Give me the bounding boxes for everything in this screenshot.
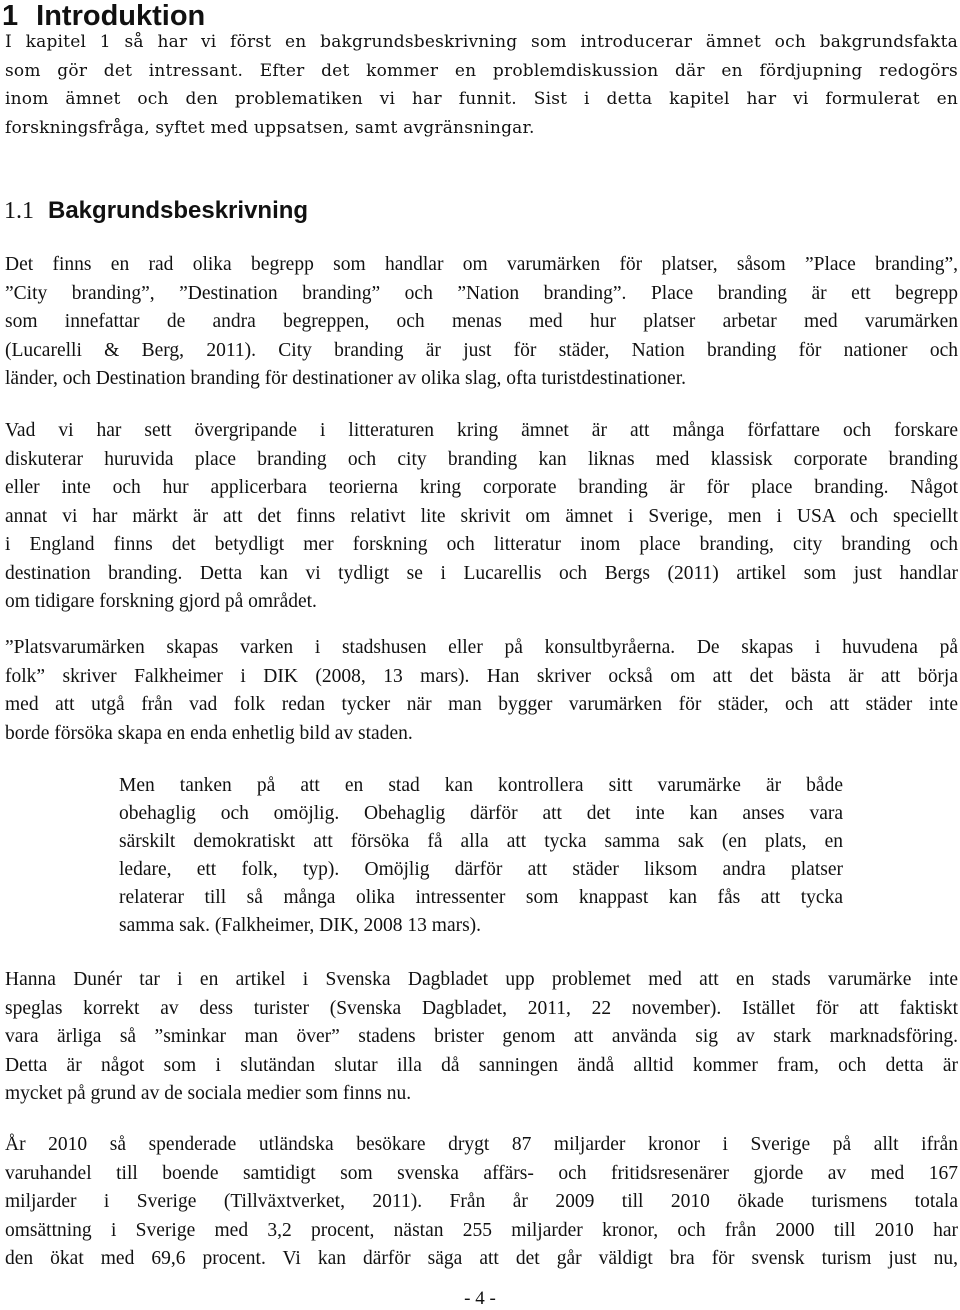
text-line: varuhandel till boende samtidigt som svenska affärs- och fritidsresenärer gjorde av med 167 <box>5 1162 958 1184</box>
section-heading <box>4 193 308 229</box>
quote-line: särskilt demokratiskt att försöka få alla att tycka samma sak (en plats, en <box>119 831 843 852</box>
text-line: ”Platsvarumärken skapas varken i stadshusen eller på konsultbyråerna. De skapas i huvudena på <box>5 637 958 658</box>
text-line: omsättning i Sverige med 3,2 procent, nästan 255 miljarder kronor, och från 2000 till 2010 har <box>5 1219 958 1241</box>
text-line: folk” skriver Falkheimer i DIK (2008, 13 mars). Han skriver också om att det bästa är att börja <box>5 665 958 687</box>
text-line: eller inte och hur applicerbara teorierna kring corporate branding är för place branding. Något <box>5 477 958 498</box>
text-line: miljarder i Sverige (Tillväxtverket, 2011). Från år 2009 till 2010 ökade turismens totala <box>5 1191 958 1212</box>
chapter-intro-paragraph <box>5 28 958 142</box>
text-line: om tidigare forskning gjord på området. <box>5 591 317 612</box>
text-line: År 2010 så spenderade utländska besökare drygt 87 miljarder kronor i Sverige på allt ifrån <box>5 1134 958 1155</box>
text-line: annat vi har märkt är att det finns relativt lite skrivit om ämnet i Sverige, men i USA och speciellt <box>5 505 958 527</box>
text-line: i England finns det betydligt mer forskning och litteratur inom place branding, city branding och <box>5 534 958 555</box>
text-line: som innefattar de andra begreppen, och menas med hur platser arbetar med varumärken <box>5 311 958 332</box>
body-paragraph <box>5 251 958 394</box>
section-title: Bakgrundsbeskrivning <box>48 197 309 224</box>
text-line: I kapitel 1 så har vi först en bakgrundsbeskrivning som introducerar ämnet och bakgrundsfakta <box>5 32 958 52</box>
quote-line: Men tanken på att en stad kan kontrollera sitt varumärke är både <box>119 775 843 796</box>
text-line: ”City branding”, ”Destination branding” och ”Nation branding”. Place branding är ett begrepp <box>5 282 958 304</box>
text-line: vara ärliga så ”sminkar man över” stadens brister genom att använda sig av stark marknadsföring. <box>5 1026 958 1047</box>
text-line: speglas korrekt av dess turister (Svenska Dagbladet, 2011, 22 november). Istället för att faktiskt <box>5 997 958 1019</box>
text-line: Det finns en rad olika begrepp som handlar om varumärken för platser, såsom ”Place branding”, <box>5 254 958 275</box>
text-line: länder, och Destination branding för destinationer av olika slag, ofta turistdestinationer. <box>5 368 686 389</box>
quote-line: ledare, ett folk, typ). Omöjlig därför att städer liksom andra platser <box>119 859 843 880</box>
body-paragraph <box>5 634 958 748</box>
text-line: som gör det intressant. Efter det kommer en problemdiskussion där en fördjupning redogörs <box>5 60 958 81</box>
chapter-number: 1 <box>2 0 19 32</box>
text-line: Vad vi har sett övergripande i litteraturen kring ämnet är att många författare och forskare <box>5 420 958 441</box>
quote-line: obehaglig och omöjlig. Obehaglig därför att det inte kan anses vara <box>119 803 843 824</box>
body-paragraph <box>5 417 958 617</box>
page-number: - 4 - <box>464 1288 496 1309</box>
body-paragraph <box>5 1131 958 1274</box>
quote-line: samma sak. (Falkheimer, DIK, 2008 13 mars). <box>119 915 482 936</box>
body-paragraph <box>5 966 958 1109</box>
text-line: (Lucarelli & Berg, 2011). City branding är just för städer, Nation branding för nationer och <box>5 339 958 361</box>
text-line: forskningsfråga, syftet med uppsatsen, samt avgränsningar. <box>5 117 535 138</box>
section-number: 1.1 <box>4 198 34 224</box>
chapter-title: Introduktion <box>36 0 206 32</box>
quote-line: relaterar till så många olika intressenter som knappast kan fås att tycka <box>119 887 843 908</box>
text-line: den ökat med 69,6 procent. Vi kan därför säga att det går väldigt bra för svensk turism just nu, <box>5 1248 958 1269</box>
text-line: borde försöka skapa en enda enhetlig bild av staden. <box>5 722 413 744</box>
block-quote <box>119 772 843 940</box>
text-line: destination branding. Detta kan vi tydligt se i Lucarellis och Bergs (2011) artikel som just handlar <box>5 562 958 584</box>
text-line: inom ämnet och den problematiken vi har funnit. Sist i detta kapitel har vi formulerat en <box>5 89 958 109</box>
text-line: mycket på grund av de sociala medier som finns nu. <box>5 1083 412 1104</box>
text-line: Hanna Dunér tar i en artikel i Svenska Dagbladet upp problemet med att en stads varumärke inte <box>5 969 958 990</box>
text-line: diskuterar huruvida place branding och city branding kan liknas med klassisk corporate branding <box>5 448 958 470</box>
text-line: med att utgå från vad folk redan tycker när man bygger varumärken för städer, och att städer inte <box>5 694 958 715</box>
text-line: Detta är något som i slutändan slutar illa då sanningen ändå alltid kommer fram, och detta är <box>5 1054 958 1076</box>
